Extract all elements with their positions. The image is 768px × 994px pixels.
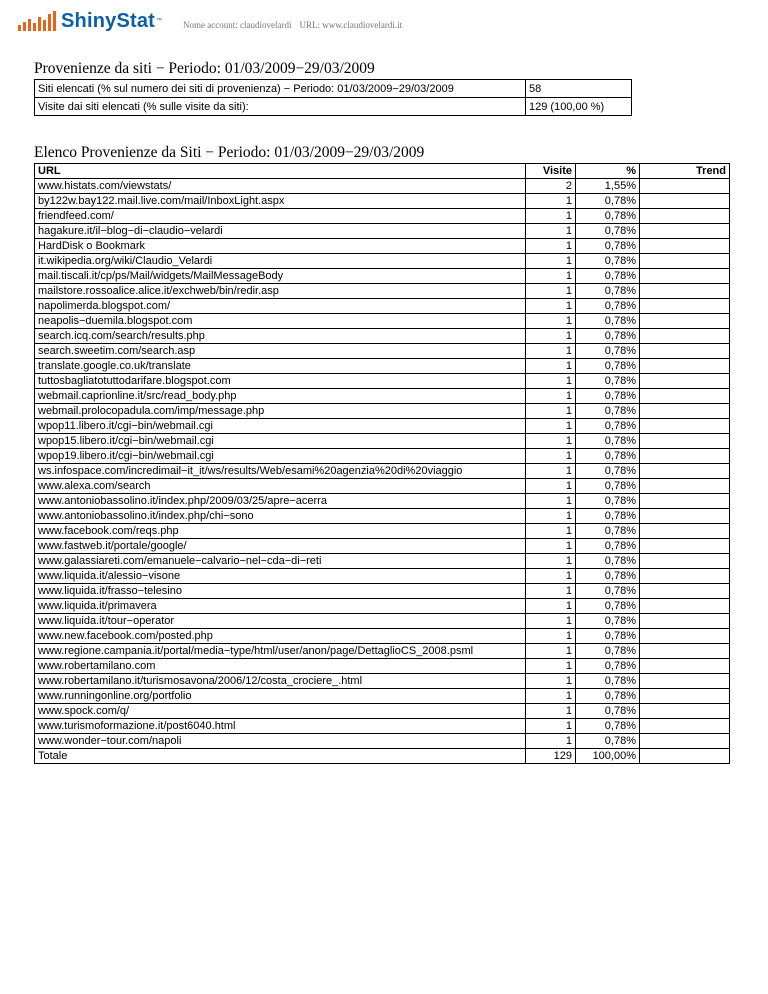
table-row xyxy=(35,179,730,194)
summary-label: Visite dai siti elencati (% sulle visite da siti): xyxy=(35,98,526,116)
table-row xyxy=(35,374,730,389)
percent-cell: 0,78% xyxy=(576,494,640,509)
percent-cell: 0,78% xyxy=(576,209,640,224)
url-cell: www.liquida.it/alessio−visone xyxy=(35,569,526,584)
trend-cell xyxy=(640,704,730,719)
visits-cell: 1 xyxy=(526,524,576,539)
trend-cell xyxy=(640,614,730,629)
visits-cell: 1 xyxy=(526,689,576,704)
trend-cell xyxy=(640,404,730,419)
summary-title: Provenienze da siti − Periodo: 01/03/2009−29/03/2009 xyxy=(34,60,375,77)
table-row xyxy=(35,359,730,374)
percent-cell: 0,78% xyxy=(576,239,640,254)
table-row xyxy=(35,284,730,299)
url-cell: www.galassiareti.com/emanuele−calvario−nel−cda−di−reti xyxy=(35,554,526,569)
url-cell: www.liquida.it/tour−operator xyxy=(35,614,526,629)
visits-cell: 1 xyxy=(526,599,576,614)
percent-cell: 0,78% xyxy=(576,269,640,284)
url-cell: friendfeed.com/ xyxy=(35,209,526,224)
summary-label: Siti elencati (% sul numero dei siti di provenienza) − Periodo: 01/03/2009−29/03/2009 xyxy=(35,80,526,98)
percent-cell: 0,78% xyxy=(576,404,640,419)
percent-cell: 0,78% xyxy=(576,299,640,314)
url-cell: www.histats.com/viewstats/ xyxy=(35,179,526,194)
url-cell: www.antoniobassolino.it/index.php/2009/03/25/apre−acerra xyxy=(35,494,526,509)
list-title: Elenco Provenienze da Siti − Periodo: 01/03/2009−29/03/2009 xyxy=(34,144,425,161)
trend-cell xyxy=(640,569,730,584)
visits-cell: 1 xyxy=(526,569,576,584)
trend-cell xyxy=(640,419,730,434)
table-row xyxy=(35,479,730,494)
percent-cell: 0,78% xyxy=(576,254,640,269)
table-row xyxy=(35,254,730,269)
visits-cell: 1 xyxy=(526,194,576,209)
account-url: URL: www.claudiovelardi.it xyxy=(299,20,403,30)
visits-cell: 1 xyxy=(526,494,576,509)
total-row xyxy=(35,749,730,764)
summary-table xyxy=(34,79,632,116)
trend-cell xyxy=(640,599,730,614)
trend-cell xyxy=(640,464,730,479)
visits-cell: 1 xyxy=(526,404,576,419)
visits-cell: 1 xyxy=(526,224,576,239)
trademark-symbol: ™ xyxy=(156,18,163,24)
trend-cell xyxy=(640,359,730,374)
percent-cell: 0,78% xyxy=(576,614,640,629)
trend-cell xyxy=(640,299,730,314)
table-row xyxy=(35,644,730,659)
trend-cell xyxy=(640,254,730,269)
trend-cell xyxy=(640,224,730,239)
visits-cell: 1 xyxy=(526,254,576,269)
trend-cell xyxy=(640,584,730,599)
table-row xyxy=(35,419,730,434)
percent-cell: 0,78% xyxy=(576,554,640,569)
url-cell: www.runningonline.org/portfolio xyxy=(35,689,526,704)
visits-cell: 1 xyxy=(526,389,576,404)
visits-cell: 1 xyxy=(526,209,576,224)
total-visits: 129 xyxy=(526,749,576,764)
table-row xyxy=(35,569,730,584)
table-row xyxy=(35,584,730,599)
header-trend: Trend xyxy=(640,164,730,179)
account-info xyxy=(183,20,410,30)
url-cell: it.wikipedia.org/wiki/Claudio_Velardi xyxy=(35,254,526,269)
visits-cell: 1 xyxy=(526,629,576,644)
table-row xyxy=(35,209,730,224)
trend-cell xyxy=(640,509,730,524)
table-row xyxy=(35,599,730,614)
table-row xyxy=(35,629,730,644)
visits-cell: 1 xyxy=(526,539,576,554)
visits-cell: 1 xyxy=(526,269,576,284)
percent-cell: 0,78% xyxy=(576,434,640,449)
header xyxy=(18,8,162,34)
logo-text: ShinyStat xyxy=(61,9,156,32)
table-row xyxy=(35,344,730,359)
percent-cell: 0,78% xyxy=(576,584,640,599)
url-cell: www.antoniobassolino.it/index.php/chi−sono xyxy=(35,509,526,524)
trend-cell xyxy=(640,674,730,689)
url-cell: hagakure.it/il−blog−di−claudio−velardi xyxy=(35,224,526,239)
url-cell: www.spock.com/q/ xyxy=(35,704,526,719)
table-row xyxy=(35,389,730,404)
percent-cell: 0,78% xyxy=(576,629,640,644)
trend-cell xyxy=(640,209,730,224)
referrer-table xyxy=(34,163,730,764)
trend-cell xyxy=(640,434,730,449)
trend-cell xyxy=(640,659,730,674)
percent-cell: 0,78% xyxy=(576,374,640,389)
header-visits: Visite xyxy=(526,164,576,179)
table-row xyxy=(35,329,730,344)
trend-cell xyxy=(640,284,730,299)
visits-cell: 1 xyxy=(526,674,576,689)
visits-cell: 1 xyxy=(526,359,576,374)
url-cell: ws.infospace.com/incredimail−it_it/ws/results/Web/esami%20agenzia%20di%20viaggio xyxy=(35,464,526,479)
percent-cell: 0,78% xyxy=(576,539,640,554)
percent-cell: 0,78% xyxy=(576,674,640,689)
url-cell: www.facebook.com/reqs.php xyxy=(35,524,526,539)
percent-cell: 0,78% xyxy=(576,524,640,539)
table-row xyxy=(35,464,730,479)
url-cell: webmail.caprionline.it/src/read_body.php xyxy=(35,389,526,404)
trend-cell xyxy=(640,449,730,464)
percent-cell: 0,78% xyxy=(576,329,640,344)
table-row xyxy=(35,449,730,464)
url-cell: neapolis−duemila.blogspot.com xyxy=(35,314,526,329)
total-percent: 100,00% xyxy=(576,749,640,764)
visits-cell: 1 xyxy=(526,584,576,599)
trend-cell xyxy=(640,524,730,539)
percent-cell: 0,78% xyxy=(576,734,640,749)
percent-cell: 0,78% xyxy=(576,479,640,494)
visits-cell: 1 xyxy=(526,419,576,434)
percent-cell: 0,78% xyxy=(576,464,640,479)
total-label: Totale xyxy=(35,749,526,764)
trend-cell xyxy=(640,629,730,644)
table-row xyxy=(35,434,730,449)
visits-cell: 1 xyxy=(526,449,576,464)
percent-cell: 0,78% xyxy=(576,719,640,734)
percent-cell: 0,78% xyxy=(576,509,640,524)
percent-cell: 0,78% xyxy=(576,569,640,584)
visits-cell: 1 xyxy=(526,704,576,719)
table-row xyxy=(35,674,730,689)
url-cell: mailstore.rossoalice.alice.it/exchweb/bin/redir.asp xyxy=(35,284,526,299)
trend-cell xyxy=(640,539,730,554)
url-cell: www.liquida.it/frasso−telesino xyxy=(35,584,526,599)
table-row xyxy=(35,659,730,674)
url-cell: www.alexa.com/search xyxy=(35,479,526,494)
table-row xyxy=(35,404,730,419)
trend-cell xyxy=(640,344,730,359)
bars-logo-icon xyxy=(18,11,56,31)
url-cell: www.robertamilano.it/turismosavona/2006/12/costa_crociere_.html xyxy=(35,674,526,689)
visits-cell: 1 xyxy=(526,239,576,254)
url-cell: tuttosbagliatotuttodarifare.blogspot.com xyxy=(35,374,526,389)
table-row xyxy=(35,554,730,569)
table-header-row xyxy=(35,164,730,179)
url-cell: www.robertamilano.com xyxy=(35,659,526,674)
trend-cell xyxy=(640,689,730,704)
shinystat-logo xyxy=(18,10,162,33)
summary-row xyxy=(35,98,632,116)
url-cell: wpop19.libero.it/cgi−bin/webmail.cgi xyxy=(35,449,526,464)
table-row xyxy=(35,614,730,629)
percent-cell: 0,78% xyxy=(576,689,640,704)
url-cell: www.turismoformazione.it/post6040.html xyxy=(35,719,526,734)
url-cell: napolimerda.blogspot.com/ xyxy=(35,299,526,314)
visits-cell: 1 xyxy=(526,659,576,674)
url-cell: HardDisk o Bookmark xyxy=(35,239,526,254)
table-row xyxy=(35,239,730,254)
visits-cell: 1 xyxy=(526,479,576,494)
trend-cell xyxy=(640,179,730,194)
visits-cell: 1 xyxy=(526,614,576,629)
url-cell: www.liquida.it/primavera xyxy=(35,599,526,614)
visits-cell: 1 xyxy=(526,464,576,479)
percent-cell: 0,78% xyxy=(576,359,640,374)
visits-cell: 1 xyxy=(526,644,576,659)
header-url: URL xyxy=(35,164,526,179)
trend-cell xyxy=(640,239,730,254)
percent-cell: 1,55% xyxy=(576,179,640,194)
table-row xyxy=(35,194,730,209)
trend-cell xyxy=(640,389,730,404)
visits-cell: 2 xyxy=(526,179,576,194)
visits-cell: 1 xyxy=(526,344,576,359)
percent-cell: 0,78% xyxy=(576,644,640,659)
visits-cell: 1 xyxy=(526,299,576,314)
table-row xyxy=(35,734,730,749)
percent-cell: 0,78% xyxy=(576,344,640,359)
trend-cell xyxy=(640,194,730,209)
percent-cell: 0,78% xyxy=(576,284,640,299)
url-cell: translate.google.co.uk/translate xyxy=(35,359,526,374)
table-row xyxy=(35,704,730,719)
table-row xyxy=(35,224,730,239)
trend-cell xyxy=(640,719,730,734)
trend-cell xyxy=(640,269,730,284)
summary-value: 58 xyxy=(526,80,632,98)
url-cell: www.new.facebook.com/posted.php xyxy=(35,629,526,644)
url-cell: search.sweetim.com/search.asp xyxy=(35,344,526,359)
percent-cell: 0,78% xyxy=(576,224,640,239)
table-row xyxy=(35,719,730,734)
visits-cell: 1 xyxy=(526,314,576,329)
table-row xyxy=(35,299,730,314)
table-row xyxy=(35,524,730,539)
percent-cell: 0,78% xyxy=(576,449,640,464)
percent-cell: 0,78% xyxy=(576,599,640,614)
percent-cell: 0,78% xyxy=(576,389,640,404)
url-cell: www.fastweb.it/portale/google/ xyxy=(35,539,526,554)
trend-cell xyxy=(640,734,730,749)
trend-cell xyxy=(640,554,730,569)
percent-cell: 0,78% xyxy=(576,314,640,329)
table-row xyxy=(35,314,730,329)
summary-value: 129 (100,00 %) xyxy=(526,98,632,116)
visits-cell: 1 xyxy=(526,434,576,449)
visits-cell: 1 xyxy=(526,509,576,524)
url-cell: webmail.prolocopadula.com/imp/message.php xyxy=(35,404,526,419)
header-percent: % xyxy=(576,164,640,179)
url-cell: wpop15.libero.it/cgi−bin/webmail.cgi xyxy=(35,434,526,449)
url-cell: www.wonder−tour.com/napoli xyxy=(35,734,526,749)
visits-cell: 1 xyxy=(526,719,576,734)
percent-cell: 0,78% xyxy=(576,704,640,719)
url-cell: search.icq.com/search/results.php xyxy=(35,329,526,344)
url-cell: wpop11.libero.it/cgi−bin/webmail.cgi xyxy=(35,419,526,434)
table-row xyxy=(35,539,730,554)
total-trend xyxy=(640,749,730,764)
visits-cell: 1 xyxy=(526,329,576,344)
trend-cell xyxy=(640,314,730,329)
table-row xyxy=(35,494,730,509)
trend-cell xyxy=(640,644,730,659)
url-cell: by122w.bay122.mail.live.com/mail/InboxLight.aspx xyxy=(35,194,526,209)
url-cell: www.regione.campania.it/portal/media−type/html/user/anon/page/DettaglioCS_2008.psml xyxy=(35,644,526,659)
visits-cell: 1 xyxy=(526,284,576,299)
table-row xyxy=(35,509,730,524)
visits-cell: 1 xyxy=(526,374,576,389)
summary-row xyxy=(35,80,632,98)
percent-cell: 0,78% xyxy=(576,659,640,674)
trend-cell xyxy=(640,329,730,344)
visits-cell: 1 xyxy=(526,554,576,569)
table-row xyxy=(35,269,730,284)
visits-cell: 1 xyxy=(526,734,576,749)
trend-cell xyxy=(640,374,730,389)
percent-cell: 0,78% xyxy=(576,194,640,209)
account-name: Nome account: claudiovelardi xyxy=(183,20,292,30)
url-cell: mail.tiscali.it/cp/ps/Mail/widgets/MailMessageBody xyxy=(35,269,526,284)
table-row xyxy=(35,689,730,704)
trend-cell xyxy=(640,494,730,509)
trend-cell xyxy=(640,479,730,494)
percent-cell: 0,78% xyxy=(576,419,640,434)
